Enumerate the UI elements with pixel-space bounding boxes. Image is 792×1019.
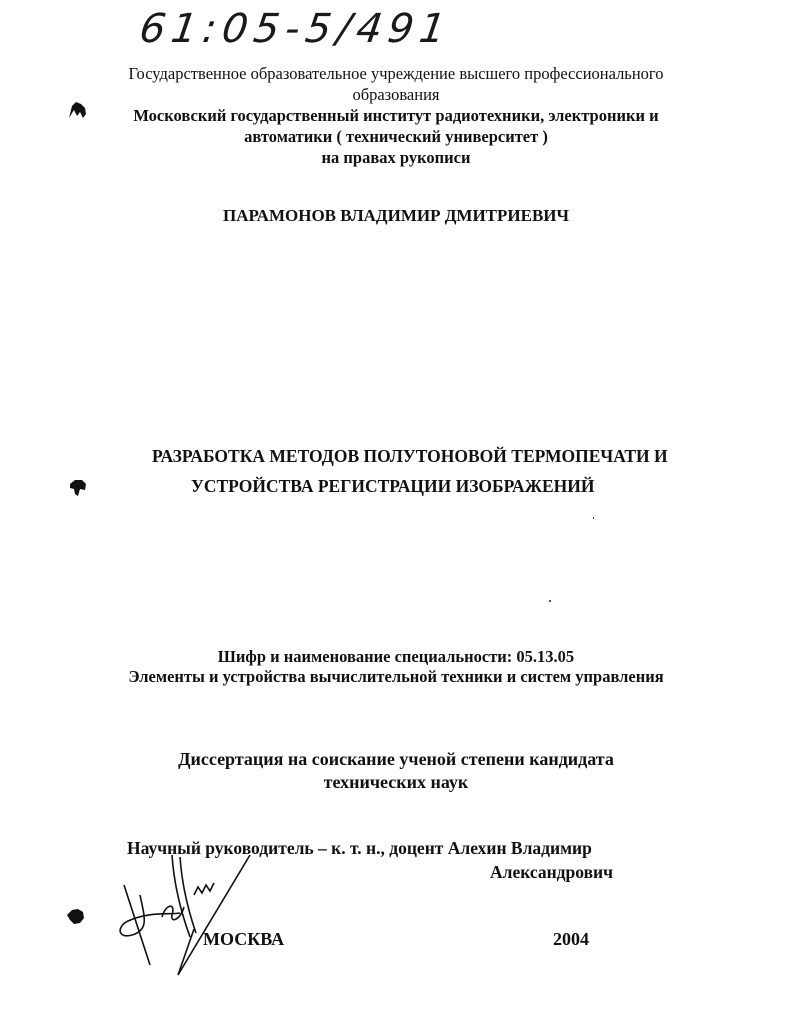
author-name: ПАРАМОНОВ ВЛАДИМИР ДМИТРИЕВИЧ: [222, 206, 570, 225]
header-line-2: образования: [352, 85, 440, 104]
degree-line-2: технических наук: [323, 772, 469, 792]
scan-speck: [593, 517, 594, 519]
archive-number: 61:05-5/491: [136, 6, 455, 52]
degree-line-1: Диссертация на соискание ученой степени кандидата: [178, 749, 614, 769]
scan-speck: [549, 600, 551, 602]
header-line-1: Государственное образовательное учреждение высшего профессионального: [128, 64, 664, 83]
stamp-mark-top-icon: [66, 98, 90, 122]
supervisor-line-1: Научный руководитель – к. т. н., доцент Алехин Владимир: [127, 838, 592, 858]
signature-icon: [110, 855, 260, 980]
city: МОСКВА: [203, 929, 285, 949]
title-line-1: РАЗРАБОТКА МЕТОДОВ ПОЛУТОНОВОЙ ТЕРМОПЕЧАТИ И: [152, 446, 668, 466]
specialty-name: Элементы и устройства вычислительной техники и систем управления: [128, 667, 664, 686]
stamp-mark-middle-icon: [66, 476, 90, 500]
institution-line-2: автоматики ( технический университет ): [244, 127, 548, 146]
supervisor-line-2: Александрович: [490, 862, 613, 882]
manuscript-note: на правах рукописи: [321, 148, 471, 167]
stamp-mark-bottom-icon: [64, 905, 88, 929]
specialty-code: Шифр и наименование специальности: 05.13.05: [217, 647, 575, 666]
year: 2004: [553, 929, 589, 949]
institution-line-1: Московский государственный институт радиотехники, электроники и: [133, 106, 659, 125]
title-line-2: УСТРОЙСТВА РЕГИСТРАЦИИ ИЗОБРАЖЕНИЙ: [191, 476, 595, 496]
